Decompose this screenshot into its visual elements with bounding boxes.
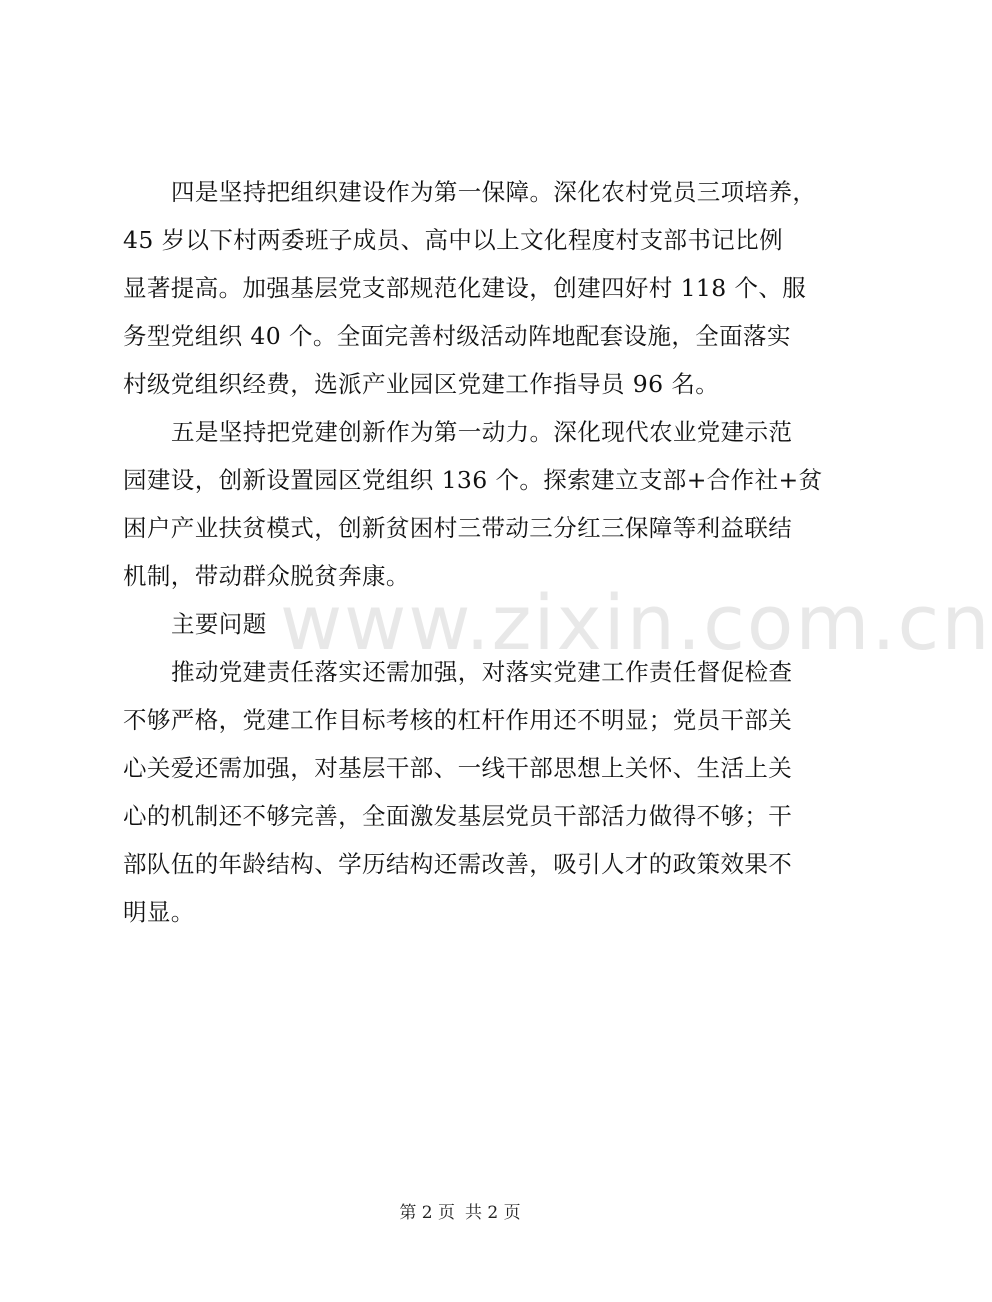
page-number: 第 2 页 [399, 1203, 455, 1223]
paragraph-line: 园建设，创新设置园区党组织 136 个。探索建立支部+合作社+贫 [123, 466, 823, 494]
paragraph-line: 部队伍的年龄结构、学历结构还需改善，吸引人才的政策效果不 [123, 850, 793, 878]
paragraph-line: 困户产业扶贫模式，创新贫困村三带动三分红三保障等利益联结 [123, 514, 793, 542]
paragraph-line: 村级党组织经费，选派产业园区党建工作指导员 96 名。 [123, 370, 720, 398]
paragraph-line: 四是坚持把组织建设作为第一保障。深化农村党员三项培养， [171, 178, 817, 206]
page-footer [0, 1198, 920, 1223]
paragraph-line: 显著提高。加强基层党支部规范化建设，创建四好村 118 个、服 [123, 274, 807, 302]
page-total: 共 2 页 [465, 1203, 521, 1223]
paragraph-line: 不够严格，党建工作目标考核的杠杆作用还不明显；党员干部关 [123, 706, 793, 734]
paragraph-line: 心关爱还需加强，对基层干部、一线干部思想上关怀、生活上关 [123, 754, 793, 782]
section-heading: 主要问题 [171, 610, 267, 638]
paragraph-line: 心的机制还不够完善，全面激发基层党员干部活力做得不够；干 [123, 802, 793, 830]
paragraph-line: 五是坚持把党建创新作为第一动力。深化现代农业党建示范 [171, 418, 793, 446]
paragraph-line: 明显。 [123, 898, 195, 926]
document-body [123, 168, 823, 936]
paragraph-line: 机制，带动群众脱贫奔康。 [123, 562, 410, 590]
paragraph-line: 推动党建责任落实还需加强，对落实党建工作责任督促检查 [171, 658, 793, 686]
paragraph-line: 务型党组织 40 个。全面完善村级活动阵地配套设施，全面落实 [123, 322, 791, 350]
paragraph-line: 45 岁以下村两委班子成员、高中以上文化程度村支部书记比例 [123, 226, 783, 254]
watermark: www.zixin.com.cn [280, 578, 992, 667]
